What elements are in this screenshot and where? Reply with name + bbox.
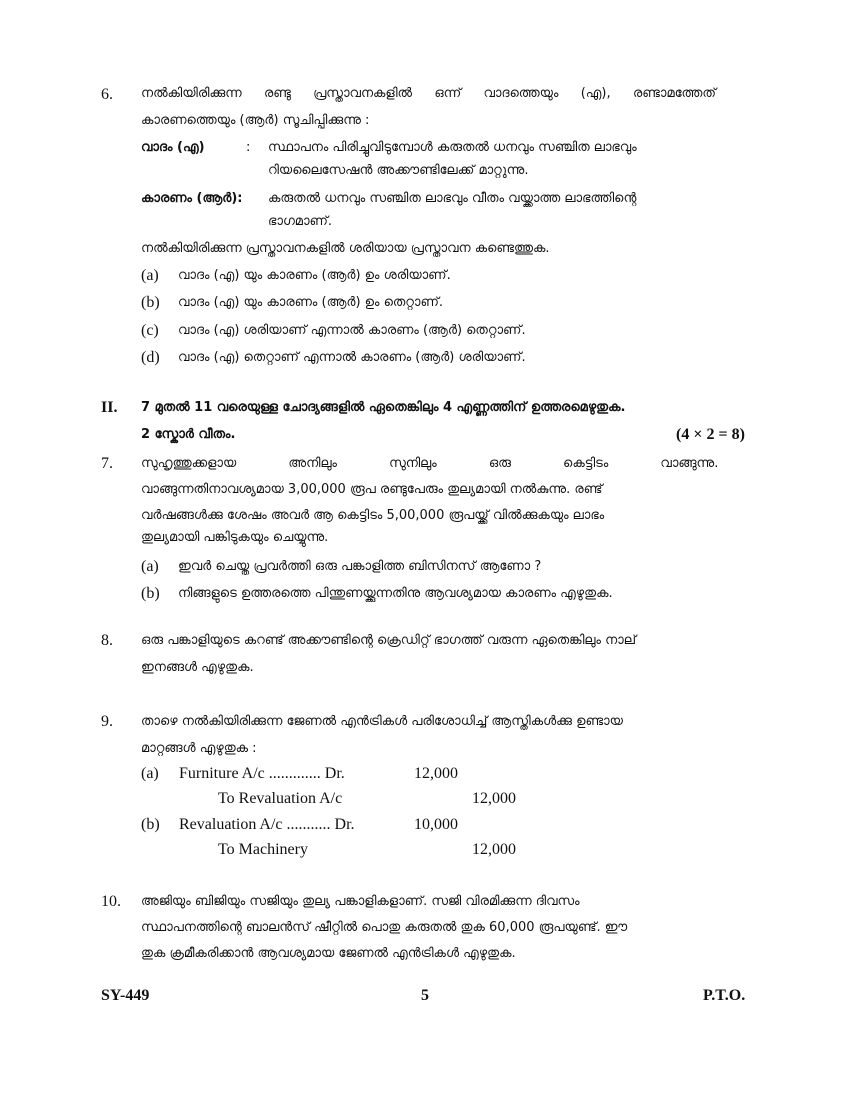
q9-entry-debit-amount: 12,000 [414,765,458,782]
q6-intro-line2: കാരണത്തെയും (ആർ) സൂചിപ്പിക്കുന്നു : [141,113,370,128]
q8-number: 8. [101,632,113,649]
q9-line2: മാറ്റങ്ങൾ എഴുതുക : [141,741,257,756]
q9-entry-debit: Revaluation A/c ........... Dr. [179,816,355,833]
section-score-note: 2 സ്കോർ വീതം. [141,427,236,442]
section-number: II. [101,399,118,416]
q6-assertion-line1: സ്ഥാപനം പിരിച്ചുവിടുമ്പോൾ കരുതൽ ധനവും സഞ്ചിത ലാഭവും [268,140,637,155]
q9-entry-credit-amount: 12,000 [472,841,516,858]
q10-line2: സ്ഥാപനത്തിന്റെ ബാലൻസ് ഷീറ്റിൽ പൊതു കരുതൽ തുക 60,000 രൂപയുണ്ട്. ഈ [141,920,628,935]
q6-option-label: (a) [141,267,159,284]
section-instruction: 7 മുതൽ 11 വരെയുള്ള ചോദ്യങ്ങളിൽ ഏതെങ്കിലും 4 എണ്ണത്തിന് ഉത്തരമെഴുതുക. [141,400,626,415]
q6-reason-line1: കരുതൽ ധനവും സഞ്ചിത ലാഭവും വീതം വയ്ക്കാത്ത ലാഭത്തിന്റെ [268,191,637,206]
q7-line4: തുല്യമായി പങ്കിടുകയും ചെയ്യുന്നു. [141,530,329,545]
q6-option-text: വാദം (എ) യും കാരണം (ആർ) ഉം തെറ്റാണ്. [178,295,444,310]
q10-number: 10. [101,893,121,910]
q6-number: 6. [101,86,113,103]
q6-reason-label: കാരണം (ആർ): [141,191,243,206]
q9-entry-credit: To Machinery [218,841,308,858]
q9-entry-credit-amount: 12,000 [472,790,516,807]
q6-reason-line2: ഭാഗമാണ്. [268,214,333,229]
q10-line3: തുക ക്രമീകരിക്കാൻ ആവശ്യമായ ജേണൽ എൻട്രികൾ എഴുതുക. [141,946,516,961]
q6-option-text: വാദം (എ) യും കാരണം (ആർ) ഉം ശരിയാണ്. [178,268,451,283]
q9-number: 9. [101,713,113,730]
footer-paper-code: SY-449 [101,987,150,1004]
q6-option-text: വാദം (എ) തെറ്റാണ് എന്നാൽ കാരണം (ആർ) ശരിയാണ്. [178,350,526,365]
q6-option-label: (c) [141,322,159,339]
footer-page-number: 5 [421,987,429,1004]
q8-line1: ഒരു പങ്കാളിയുടെ കറണ്ട് അക്കൗണ്ടിന്റെ ക്രെഡിറ്റ് ഭാഗത്ത് വരുന്ന ഏതെങ്കിലും നാല് [141,633,637,648]
q9-entry-label: (b) [141,816,160,833]
q7-part-text: ഇവർ ചെയ്ത പ്രവർത്തി ഒരു പങ്കാളിത്ത ബിസിനസ് ആണോ ? [178,559,542,574]
section-marks: (4 × 2 = 8) [676,426,745,443]
q7-line3: വർഷങ്ങൾക്കു ശേഷം അവർ ആ കെട്ടിടം 5,00,000 രൂപയ്ക്ക് വിൽക്കുകയും ലാഭം [141,508,605,523]
q6-option-text: വാദം (എ) ശരിയാണ് എന്നാൽ കാരണം (ആർ) തെറ്റാണ്. [178,323,526,338]
q9-entry-debit-amount: 10,000 [414,816,458,833]
q6-intro-line1: നൽകിയിരിക്കുന്ന രണ്ടു പ്രസ്താവനകളിൽ ഒന്ന് വാദത്തെയും (എ), രണ്ടാമത്തേത് [141,86,716,101]
q8-line2: ഇനങ്ങൾ എഴുതുക. [141,660,254,675]
q10-line1: അജിയും ബിജിയും സജിയും തുല്യ പങ്കാളികളാണ്. സജി വിരമിക്കുന്ന ദിവസം [141,894,580,909]
q9-entry-debit: Furniture A/c ............. Dr. [179,765,345,782]
q6-option-label: (b) [141,294,160,311]
q6-option-label: (d) [141,349,160,366]
q6-assertion-colon: : [246,140,251,155]
q7-number: 7. [101,455,113,472]
q6-assertion-label: വാദം (എ) [141,140,205,155]
q7-part-text: നിങ്ങളുടെ ഉത്തരത്തെ പിന്തുണയ്ക്കുന്നതിനു ആവശ്യമായ കാരണം എഴുതുക. [178,586,613,601]
q7-line2: വാങ്ങുന്നതിനാവശ്യമായ 3,00,000 രൂപ രണ്ടുപേരും തുല്യമായി നൽകുന്നു. രണ്ട് [141,482,603,497]
q6-assertion-line2: റിയലൈസേഷൻ അക്കൗണ്ടിലേക്ക് മാറ്റുന്നു. [268,163,529,178]
footer-pto: P.T.O. [703,987,746,1004]
q7-part-label: (a) [141,558,159,575]
q9-entry-label: (a) [141,765,159,782]
q6-instruction: നൽകിയിരിക്കുന്ന പ്രസ്താവനകളിൽ ശരിയായ പ്രസ്താവന കണ്ടെത്തുക. [141,241,550,256]
q9-entry-credit: To Revaluation A/c [218,790,343,807]
q7-line1: സുഹൃത്തുക്കളായ അനിലും സുനിലും ഒരു കെട്ടിടം വാങ്ങുന്നു. [141,456,719,471]
q9-line1: താഴെ നൽകിയിരിക്കുന്ന ജേണൽ എൻട്രികൾ പരിശോധിച്ച് ആസ്തികൾക്കു ഉണ്ടായ [141,714,623,729]
q7-part-label: (b) [141,585,160,602]
